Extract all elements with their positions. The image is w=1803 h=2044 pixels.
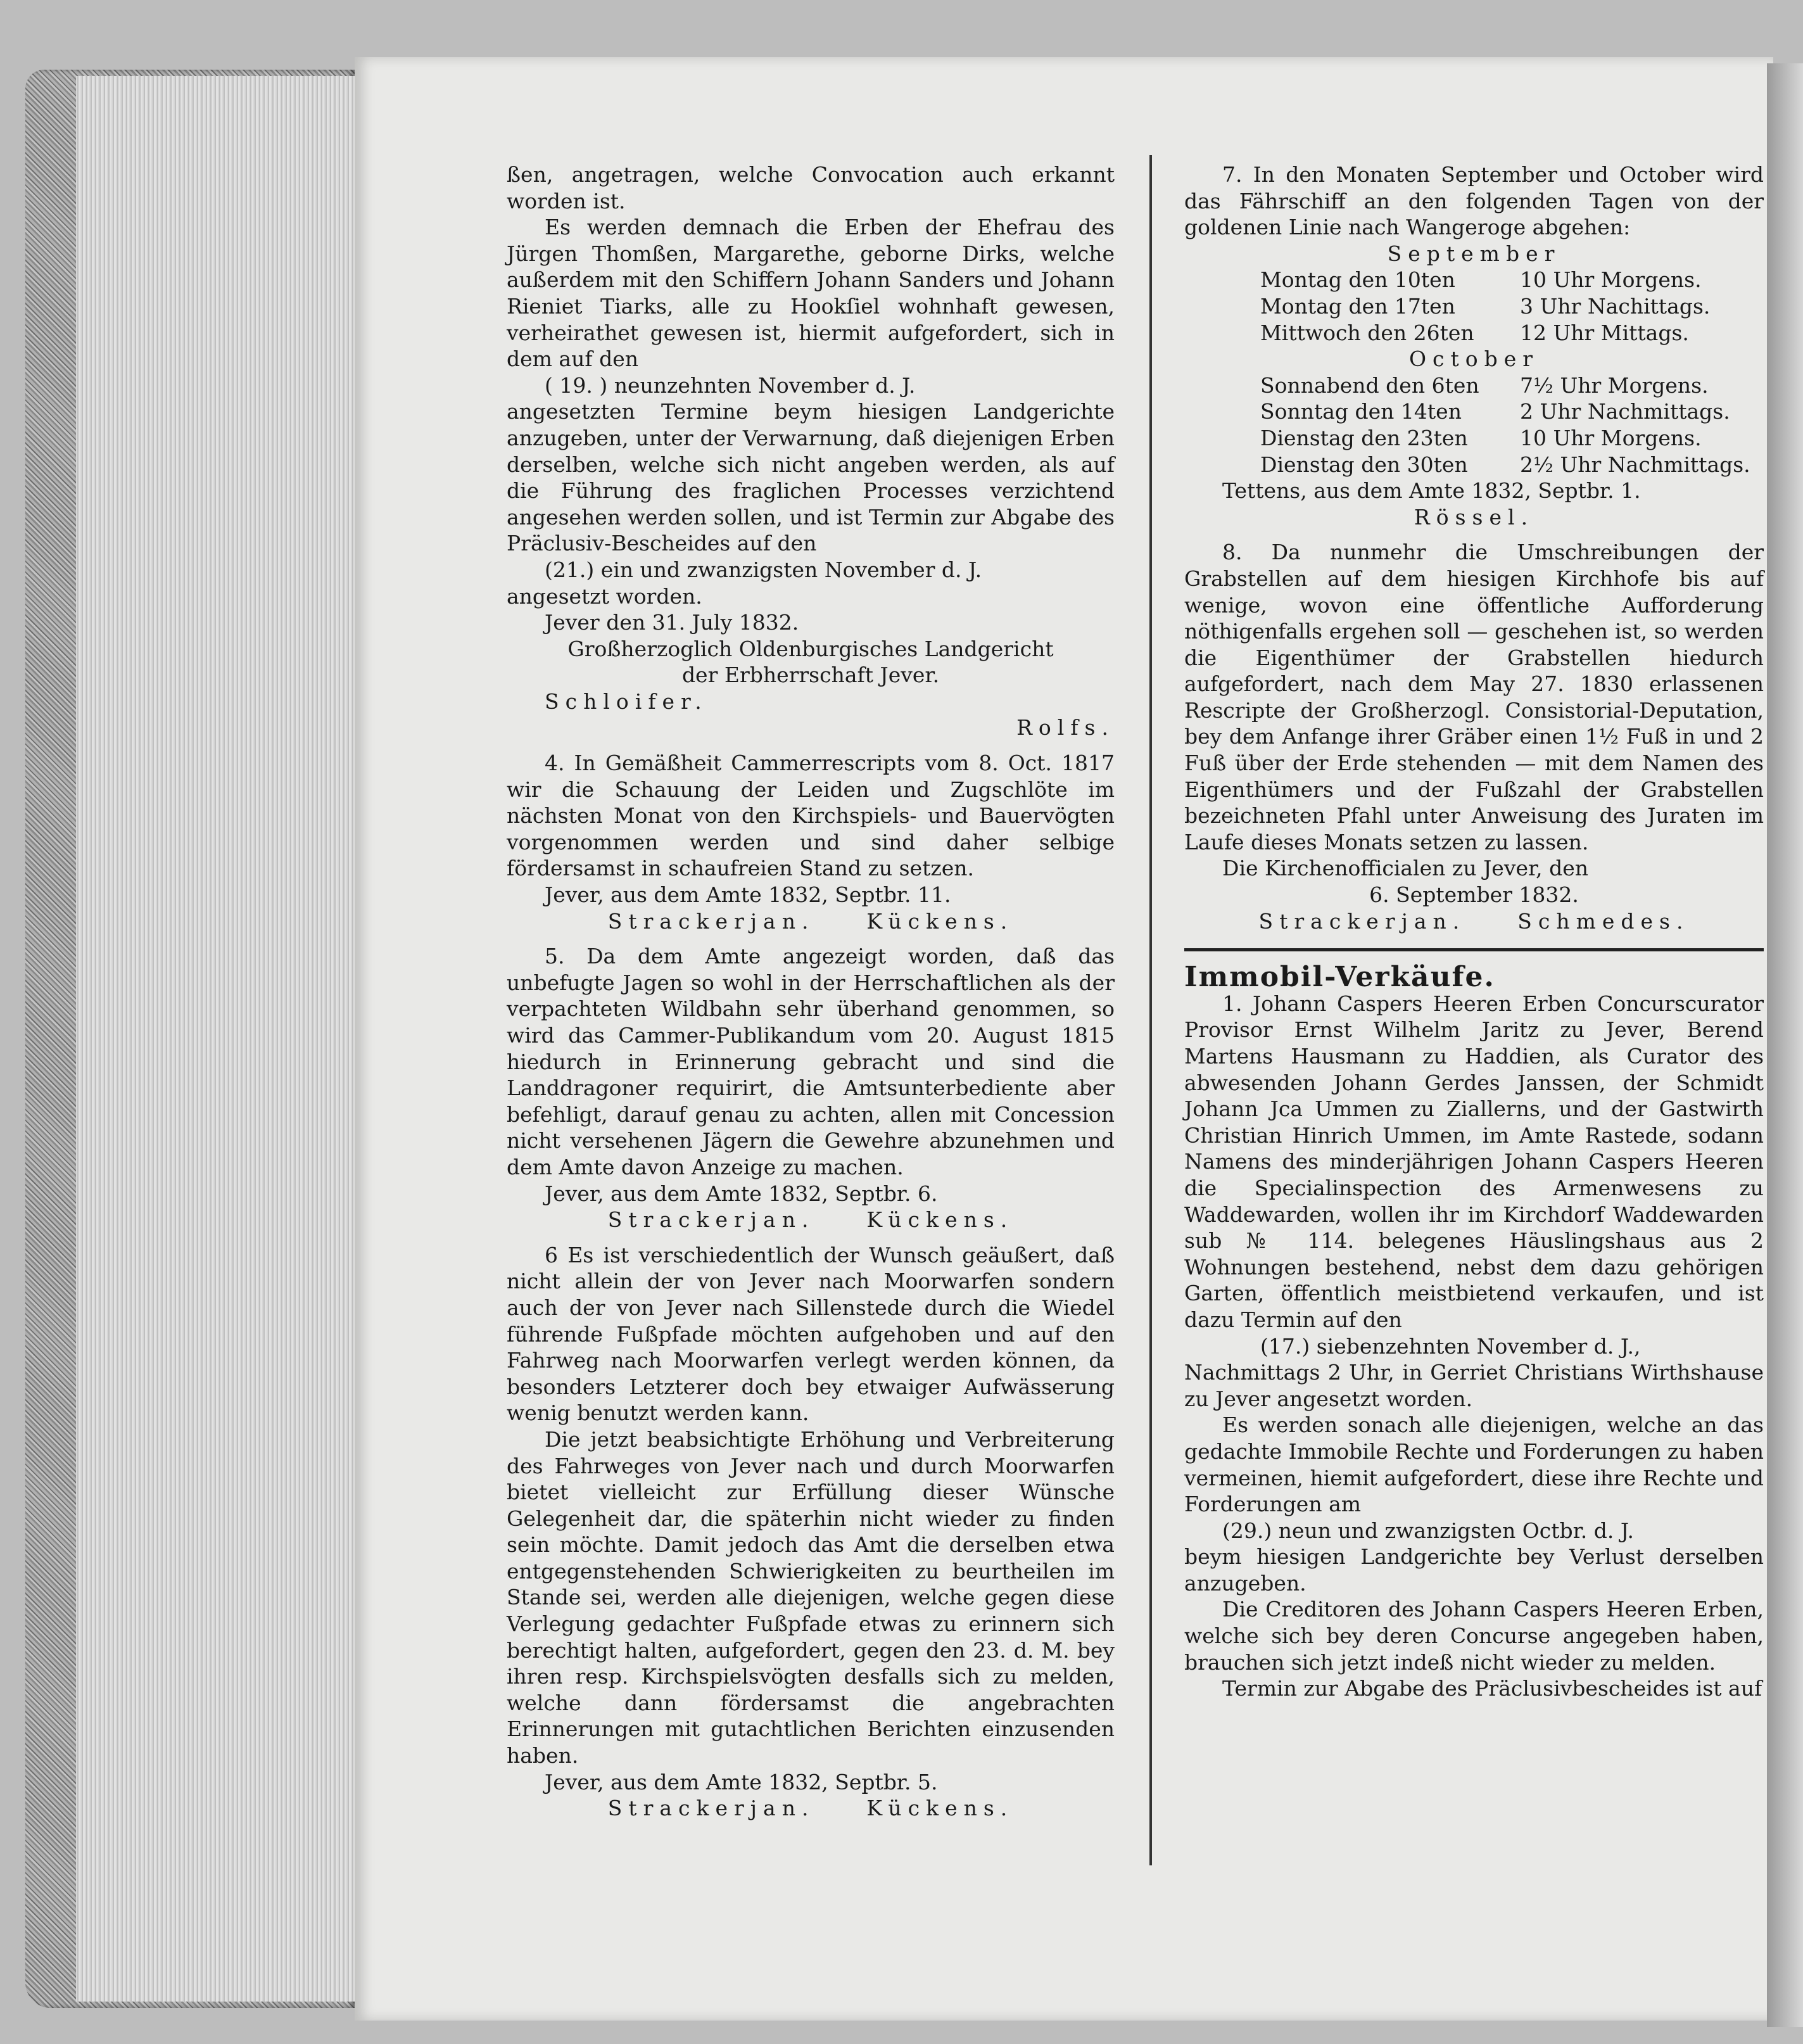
notice-7: 7. In den Monaten September und October wird das Fährschiff an den folgenden Tagen von der goldenen Linie nach Wangeroge abgehen: [1184,162,1764,240]
section-heading: Immobil-Verkäufe. [1184,961,1495,994]
dateline: Jever, aus dem Amte 1832, Septbr. 5. [545,1769,938,1794]
schedule-row: Sonntag den 14ten 2 Uhr Nachmittags. [1260,399,1730,424]
schedule-row: Sonnabend den 6ten 7½ Uhr Morgens. [1260,372,1709,398]
sale-notice-1: 1. Johann Caspers Heeren Erben Concurscurator Provisor Ernst Wilhelm Jaritz zu Jever, Berend Martens Hausmann zu Haddien, als Curator des abwesenden Johann Gerdes Janssen, der Schmidt Johann Jca Ummen zu Ziallerns, und der Gastwirth Christian Hinrich Ummen, im Amte Rastede, sodann Namens des minderjährigen Johann Caspers Heeren die Specialinspection des Armenwesens zu Waddewarden, wollen ihr im Kirchdorf Waddewarden sub № 114. belegenes Häuslingshaus aus 2 Wohnungen bestehend, nebst dem dazu gehörigen Garten, öffentlich meistbietend verkaufen, und ist dazu Termin auf den [1184,991,1764,1332]
date-line: (17.) siebenzehnten November d. J., [1260,1333,1641,1359]
notice-4: 4. In Gemäßheit Cammerrescripts vom 8. Oct. 1817 wir die Schauung der Leiden und Zugschlöte im nächsten Monat von den Kirchspiels- und Bauervögten vorgenommen werden und sind daher selbige fördersamst in schaufreien Stand zu setzen. [507,751,1115,881]
paragraph: angesetzten Termine beym hiesigen Landgerichte anzugeben, unter der Verwarnung, daß diejenigen Erben derselben, welche sich nicht angeben werden, als auf die Führung des fraglichen Processes verzichtend angesehen werden sollen, und ist Termin zur Abgabe des Präclusiv-Bescheides auf den [507,399,1115,556]
signature: Rolfs. [1016,715,1115,740]
date-line: ( 19. ) neunzehnten November d. J. [545,372,916,398]
signature: Strackerjan. Schmedes. [1258,908,1690,934]
signature: Strackerjan. Kückens. [607,1796,1014,1821]
notice-6: 6 Es ist verschiedentlich der Wunsch geäußert, daß nicht allein der von Jever nach Moorwarfen sondern auch der von Jever nach Sillenstede durch die Wiedel führende Fußpfade möchten aufgehoben und auf den Fahrweg nach Moorwarfen verlegt werden können, da besonders Letzterer doch bey etwaiger Aufwässerung wenig benutzt werden kann. [507,1242,1115,1426]
paragraph: Termin zur Abgabe des Präclusivbescheides ist auf [1222,1676,1762,1701]
paragraph: Nachmittags 2 Uhr, in Gerriet Christians Wirthshause zu Jever angesetzt worden. [1184,1360,1764,1411]
dateline: Jever, aus dem Amte 1832, Septbr. 6. [545,1181,938,1206]
page-block [76,76,355,2002]
schedule-row: Montag den 17ten 3 Uhr Nachittags. [1260,293,1711,319]
date-line: (29.) neun und zwanzigsten Octbr. d. J. [1222,1518,1635,1543]
right-column [1184,162,1764,1702]
schedule-row: Montag den 10ten 10 Uhr Morgens. [1260,267,1702,293]
signature: Rössel. [1414,504,1534,530]
date-line: (21.) ein und zwanzigsten November d. J. [545,557,982,582]
authority: Großherzoglich Oldenburgisches Landgericht [567,636,1054,661]
dateline: Die Kirchenofficialen zu Jever, den [1222,856,1589,881]
notice-5: 5. Da dem Amte angezeigt worden, daß das unbefugte Jagen so wohl in der Herrschaftlichen als der verpachteten Wildbahn sehr überhand genommen, so wird das Cammer-Publikandum vom 20. August 1815 hiedurch in Erinnerung gebracht und sind die Landdragoner requirirt, die Amtsunterbediente aber befehligt, darauf genau zu achten, allen mit Concession nicht versehenen Jägern die Gewehre abzunehmen und dem Amte davon Anzeige zu machen. [507,944,1115,1179]
month-heading: October [1408,346,1540,372]
paragraph: angesetzt worden. [507,583,702,609]
signature: Strackerjan. Kückens. [607,908,1014,934]
authority: der Erbherrschaft Jever. [681,663,940,688]
dateline: 6. September 1832. [1369,882,1579,908]
dateline: Tettens, aus dem Amte 1832, Septbr. 1. [1222,478,1641,504]
column-divider [1149,155,1152,1865]
october-schedule [1184,372,1764,478]
schedule-row: Mittwoch den 26ten 12 Uhr Mittags. [1260,320,1689,345]
schedule-row: Dienstag den 23ten 10 Uhr Morgens. [1260,425,1702,450]
paragraph: Es werden sonach alle diejenigen, welche an das gedachte Immobile Rechte und Forderungen zu haben vermeinen, hiemit aufgefordert, diese ihre Rechte und Forderungen am [1184,1412,1764,1517]
notice-8: 8. Da nunmehr die Umschreibungen der Grabstellen auf dem hiesigen Kirchhofe bis auf wenige, wovon eine öffentliche Aufforderung nöthigenfalls ergehen soll — geschehen ist, so werden die Eigenthümer der Grabstellen hiedurch aufgefordert, nach dem May 27. 1830 erlassenen Rescripte der Großherzogl. Consistorial-Deputation, bey dem Anfange ihrer Gräber einen 1½ Fuß in und 2 Fuß über der Erde stehenden — mit dem Namen des Eigenthümers und der Fußzahl der Grabstellen bezeichneten Pfahl unter Anweisung des Juraten im Laufe dieses Monats setzen zu lassen. [1184,540,1764,854]
paragraph: Die jetzt beabsichtigte Erhöhung und Verbreiterung des Fahrweges von Jever nach und durch Moorwarfen bietet vielleicht zur Erfüllung dieser Wünsche Gelegenheit dar, die späterhin nicht wieder zu finden sein möchte. Damit jedoch das Amt die derselben etwa entgegenstehenden Schwierigkeiten zu beurtheilen im Stande sei, werden alle diejenigen, welche gegen diese Verlegung gedachter Fußpfade etwas zu erinnern sich berechtigt halten, aufgefordert, gegen den 23. d. M. bey ihren resp. Kirchspielsvögten desfalls sich zu melden, welche dann fördersamst die angebrachten Erinnerungen mit gutachtlichen Berichten einzusenden haben. [507,1426,1115,1768]
dateline: Jever, aus dem Amte 1832, Septbr. 11. [545,882,951,908]
paragraph: ßen, angetragen, welche Convocation auch erkannt worden ist. [507,162,1115,213]
paragraph: beym hiesigen Landgerichte bey Verlust derselben anzugeben. [1184,1544,1764,1596]
schedule-row: Dienstag den 30ten 2½ Uhr Nachmittags. [1260,452,1750,477]
dateline: Jever den 31. July 1832. [545,610,799,635]
september-schedule [1184,267,1764,346]
paragraph: Es werden demnach die Erben der Ehefrau des Jürgen Thomßen, Margarethe, geborne Dirks, welche außerdem mit den Schiffern Johann Sanders und Johann Rieniet Tiarks, alle zu Hookſiel wohnhaft gewesen, verheirathet gewesen ist, hiermit aufgefordert, sich in dem auf den [507,215,1115,372]
signature: Schloifer. [545,689,708,714]
signature: Strackerjan. Kückens. [607,1207,1014,1233]
paragraph: Die Creditoren des Johann Caspers Heeren Erben, welche sich bey deren Concurse angegeben haben, brauchen sich jetzt indeß nicht wieder zu melden. [1184,1597,1764,1675]
section-rule [1184,948,1764,951]
next-page-edge [1767,63,1803,2027]
month-heading: September [1387,241,1561,266]
left-column [507,162,1115,1822]
